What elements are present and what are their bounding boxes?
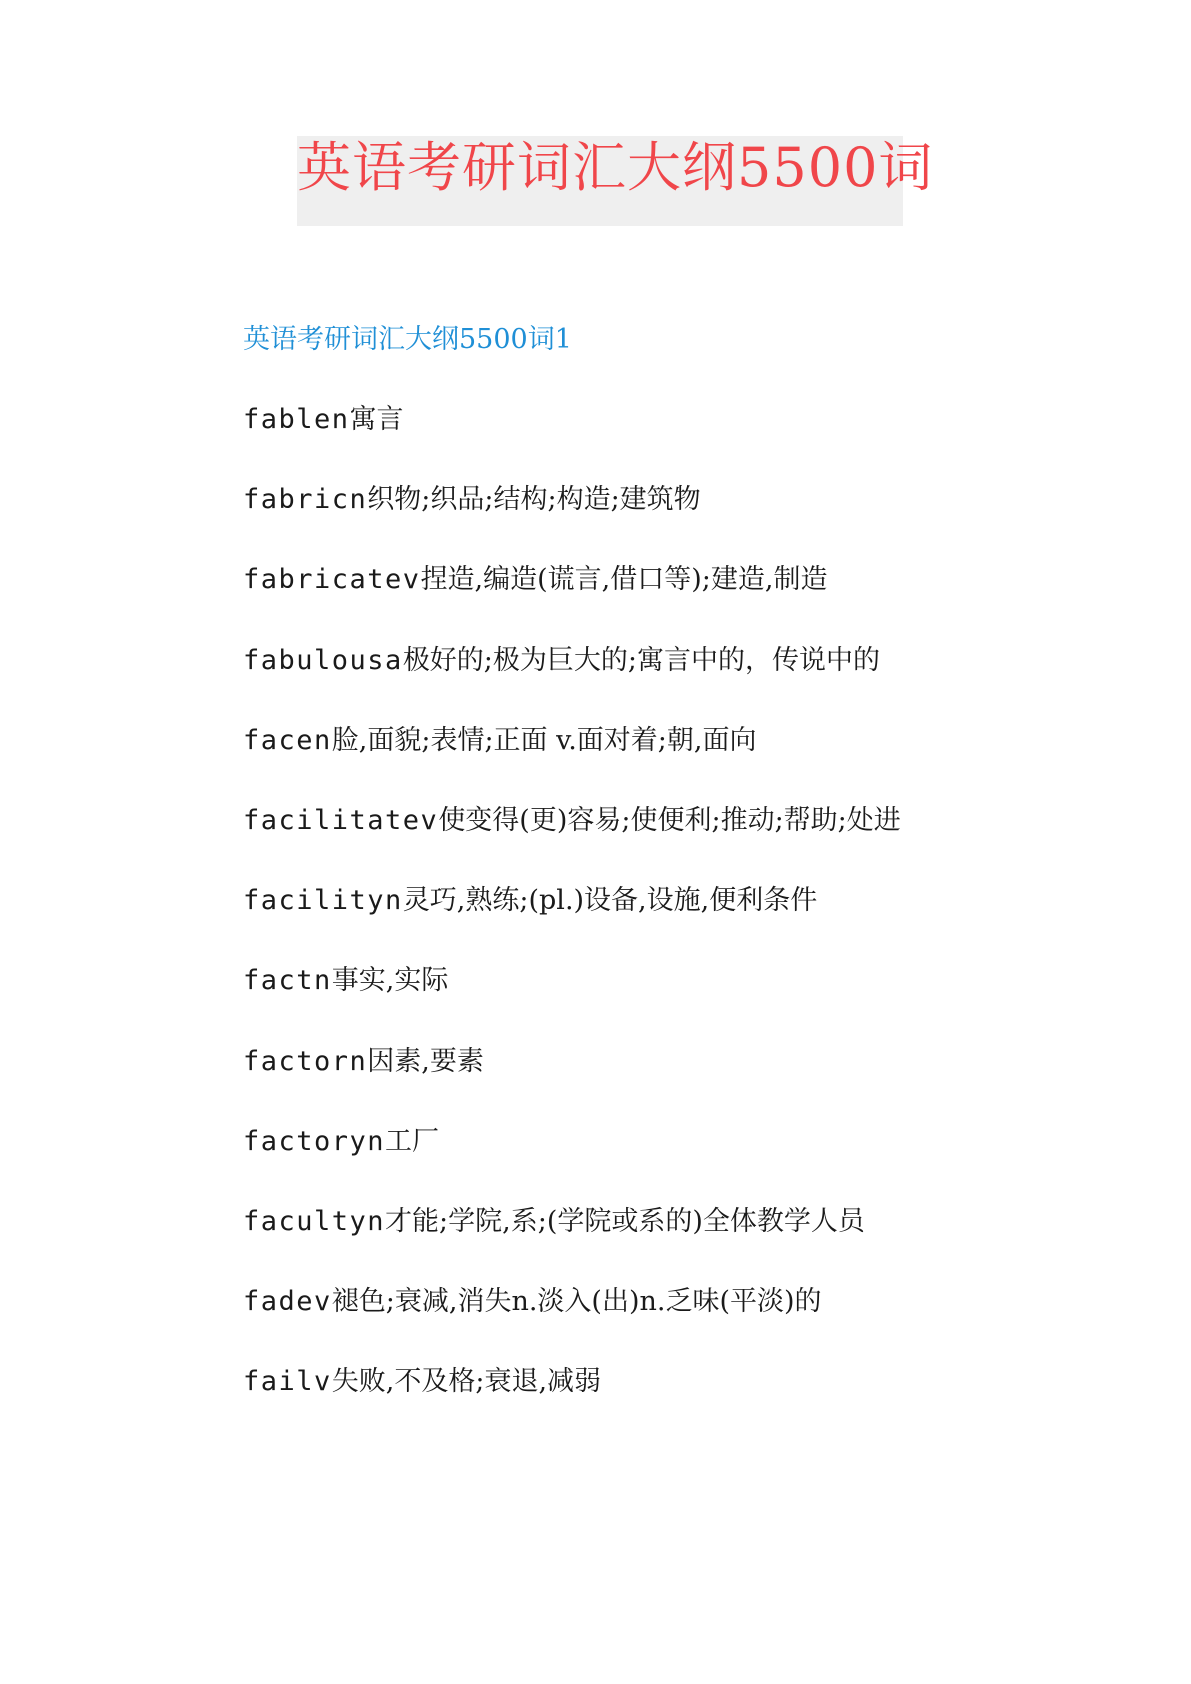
- entry-definition: 才能;学院,系;(学院或系的)全体教学人员: [385, 1206, 865, 1237]
- vocab-entry: [243, 1124, 439, 1160]
- entry-word: factoryn: [243, 1126, 386, 1157]
- entry-word: facen: [243, 725, 332, 756]
- vocab-entry: [243, 562, 827, 598]
- vocab-entry: [243, 1204, 865, 1240]
- vocab-entry: [243, 1044, 484, 1080]
- entry-word: fablen: [243, 404, 350, 435]
- entry-definition: 脸,面貌;表情;正面 v.面对着;朝,面向: [331, 725, 757, 756]
- vocab-entry: [243, 883, 817, 919]
- vocab-entry: [243, 482, 701, 518]
- entry-definition: 捏造,编造(谎言,借口等);建造,制造: [420, 564, 828, 595]
- entry-definition: 因素,要素: [367, 1046, 484, 1077]
- section-heading: 英语考研词汇大纲5500词1: [243, 324, 572, 355]
- entry-definition: 褪色;衰减,消失n.淡入(出)n.乏味(平淡)的: [331, 1286, 822, 1317]
- entry-definition: 极好的;极为巨大的;寓言中的，传说中的: [402, 645, 881, 676]
- vocab-entry: [243, 643, 880, 679]
- entry-word: fabricatev: [243, 564, 421, 595]
- document-title: 英语考研词汇大纲5500词: [297, 136, 934, 199]
- entry-definition: 织物;织品;结构;构造;建筑物: [367, 484, 701, 515]
- entry-word: facultyn: [243, 1206, 386, 1237]
- vocab-entry: [243, 1364, 601, 1400]
- entry-definition: 事实,实际: [331, 965, 449, 996]
- vocab-entry: [243, 963, 448, 999]
- entry-word: fadev: [243, 1286, 332, 1317]
- vocab-entry: [243, 803, 901, 839]
- entry-definition: 寓言: [349, 404, 404, 435]
- entry-word: facilityn: [243, 885, 403, 916]
- entry-word: factn: [243, 965, 332, 996]
- entry-definition: 失败,不及格;衰退,减弱: [331, 1366, 602, 1397]
- entry-definition: 工厂: [385, 1126, 440, 1157]
- entry-word: fabulousa: [243, 645, 403, 676]
- entry-definition: 灵巧,熟练;(pl.)设备,设施,便利条件: [402, 885, 818, 916]
- vocab-entry: [243, 1284, 822, 1320]
- entry-definition: 使变得(更)容易;使便利;推动;帮助;处进: [438, 805, 901, 836]
- entry-word: factorn: [243, 1046, 368, 1077]
- entry-word: failv: [243, 1366, 332, 1397]
- vocab-entry: [243, 402, 404, 438]
- entry-word: fabricn: [243, 484, 368, 515]
- vocab-entry: [243, 723, 756, 759]
- entry-word: facilitatev: [243, 805, 439, 836]
